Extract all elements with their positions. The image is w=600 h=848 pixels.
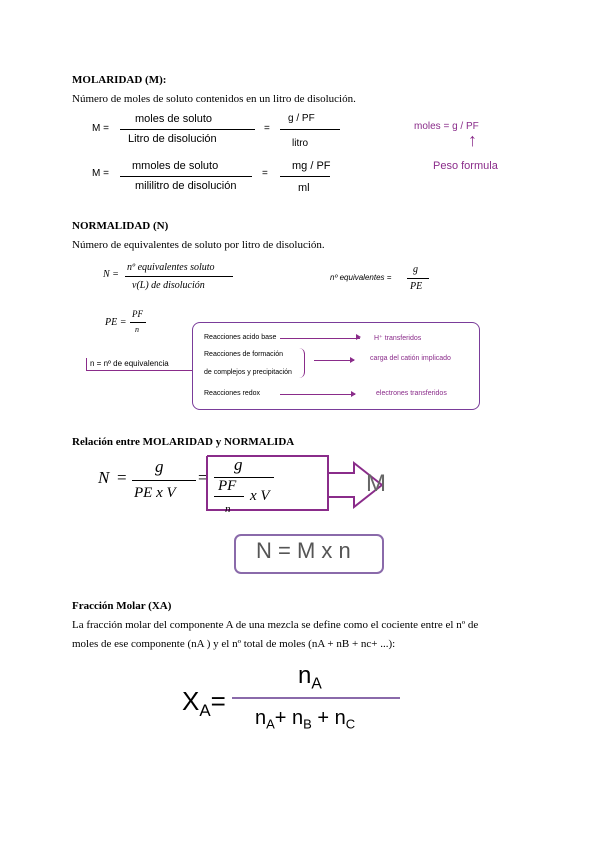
relacion-pf: PF bbox=[218, 478, 237, 494]
fraction-bar bbox=[407, 278, 429, 279]
reaction-row-right: H⁺ transferidos bbox=[374, 335, 422, 342]
relacion-xv: x V bbox=[250, 488, 270, 504]
arrow-right-icon bbox=[356, 334, 361, 340]
equivalentes-num: g bbox=[413, 264, 418, 275]
arrow-right-icon bbox=[351, 391, 356, 397]
fraction-bar bbox=[130, 322, 146, 323]
equivalentes-lhs: nº equivalentes = bbox=[330, 273, 392, 282]
molaridad-f1-num: moles de soluto bbox=[135, 113, 213, 125]
fraction-bar bbox=[120, 129, 255, 130]
molaridad-f1-num2: g / PF bbox=[288, 113, 315, 124]
fraction-bar bbox=[125, 276, 233, 277]
molaridad-f1-den: Litro de disolución bbox=[128, 133, 217, 145]
brace-icon bbox=[298, 348, 305, 378]
fraction-bar bbox=[280, 129, 340, 130]
fraction-bar bbox=[280, 176, 330, 177]
reaction-row-left: de complejos y precipitación bbox=[204, 369, 292, 376]
molaridad-definition: Número de moles de soluto contenidos en un litro de disolución. bbox=[72, 93, 356, 105]
fraction-bar bbox=[120, 176, 252, 177]
molaridad-f2-lhs: M = bbox=[92, 168, 109, 179]
relacion-den: PE x V bbox=[134, 485, 176, 501]
peso-formula-label: Peso formula bbox=[433, 160, 498, 172]
relacion-title: Relación entre MOLARIDAD y NORMALIDA bbox=[72, 436, 295, 448]
equivalentes-den: PE bbox=[410, 281, 423, 292]
molaridad-f2-num: mmoles de soluto bbox=[132, 160, 219, 172]
arrow-line bbox=[280, 338, 360, 339]
result-formula: N = M x n bbox=[256, 538, 351, 563]
molaridad-f1-lhs: M = bbox=[92, 123, 109, 134]
reaction-row-right: carga del catión implicado bbox=[370, 355, 451, 362]
n-equivalencia-label: n = nº de equivalencia bbox=[90, 359, 169, 368]
normalidad-f1-den: v(L) de disolución bbox=[132, 280, 205, 291]
normalidad-definition: Número de equivalentes de soluto por litro de disolución. bbox=[72, 239, 325, 251]
molaridad-f1-den2: litro bbox=[292, 138, 309, 149]
fraccion-den: $n_A+ n_B + n_C$ bbox=[255, 707, 356, 732]
arrow-line bbox=[280, 394, 355, 395]
pe-den: n bbox=[135, 325, 139, 334]
fraction-bar bbox=[214, 496, 244, 497]
normalidad-f1-num: nº equivalentes soluto bbox=[127, 262, 215, 273]
fraction-bar bbox=[132, 480, 196, 481]
fraccion-text2: moles de ese componente (nA ) y el nº total de moles (nA + nB + nc+ ...): bbox=[72, 638, 396, 650]
reaction-row-left: Reacciones de formación bbox=[204, 351, 283, 358]
molaridad-title: MOLARIDAD (M): bbox=[72, 74, 167, 86]
pe-lhs: PE = bbox=[105, 317, 127, 328]
normalidad-title: NORMALIDAD (N) bbox=[72, 220, 169, 232]
fraccion-text1: La fracción molar del componente A de una mezcla se define como el cociente entre el nº de bbox=[72, 619, 479, 631]
reaction-row-left: Reacciones redox bbox=[204, 390, 261, 397]
fraction-bar bbox=[232, 697, 400, 699]
arrow-up-icon: ↑ bbox=[468, 130, 477, 150]
normalidad-f1-lhs: N = bbox=[103, 269, 119, 280]
molaridad-f2-num2: mg / PF bbox=[292, 160, 331, 172]
reaction-row-right: electrones transferidos bbox=[376, 390, 447, 397]
relacion-n-small: n bbox=[225, 503, 231, 515]
relacion-n: N bbox=[98, 468, 110, 487]
relacion-num: g bbox=[155, 457, 164, 476]
equals: = bbox=[262, 168, 268, 179]
arrow-line bbox=[314, 360, 354, 361]
reaction-row-left: Reacciones acido base bbox=[204, 334, 277, 341]
moles-formula: moles = g / PF bbox=[414, 121, 479, 132]
fraccion-num: $n_A$ bbox=[298, 662, 322, 693]
equals: = bbox=[117, 468, 127, 487]
equals: = bbox=[198, 468, 208, 487]
molaridad-f2-den: mililitro de disolución bbox=[135, 180, 237, 192]
molaridad-f2-den2: ml bbox=[298, 182, 310, 194]
xa-symbol: $X_A=$ bbox=[182, 686, 226, 720]
pe-num: PF bbox=[132, 309, 143, 319]
relacion-inner-num: g bbox=[234, 455, 243, 474]
arrow-right-icon bbox=[350, 357, 355, 363]
fraccion-title: Fracción Molar (XA) bbox=[72, 600, 172, 612]
relacion-m: M bbox=[366, 470, 386, 497]
equals: = bbox=[264, 123, 270, 134]
